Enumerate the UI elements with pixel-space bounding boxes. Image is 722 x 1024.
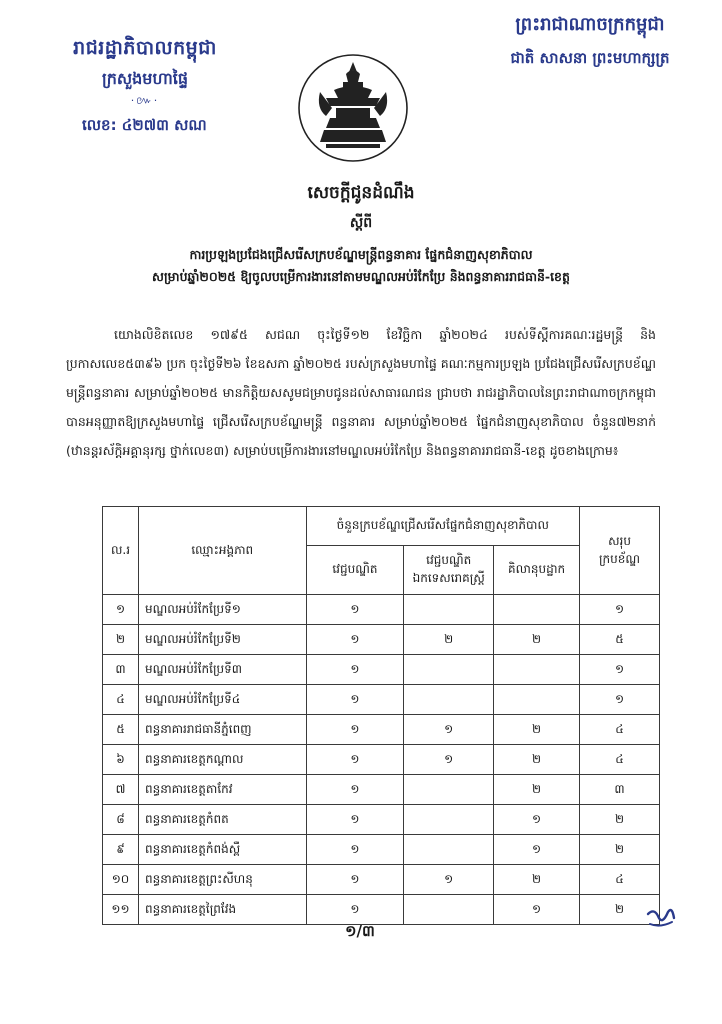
cell-nurse: ២ <box>494 865 580 895</box>
cell-specialist: ១ <box>404 745 494 775</box>
table-row <box>103 805 660 835</box>
cell-specialist <box>404 835 494 865</box>
national-motto: ជាតិ សាសនា ព្រះមហាក្សត្រ <box>510 49 670 67</box>
cell-unit-name: ពន្ធនាគារខេត្តព្រៃវែង <box>138 895 306 925</box>
cell-nurse: ១ <box>494 895 580 925</box>
cell-unit-name: មណ្ឌលអប់រំកែប្រែទី៤ <box>138 685 306 715</box>
page-number: ១/៣ <box>345 922 375 940</box>
cell-no: ៤ <box>103 685 139 715</box>
cell-specialist <box>404 595 494 625</box>
cell-total: ២ <box>580 835 660 865</box>
cell-total: ១ <box>580 655 660 685</box>
table-row <box>103 685 660 715</box>
cell-unit-name: ពន្ធនាគាររាជធានីភ្នំពេញ <box>138 715 306 745</box>
cell-unit-name: មណ្ឌលអប់រំកែប្រែទី១ <box>138 595 306 625</box>
cell-specialist <box>404 775 494 805</box>
cell-no: ៧ <box>103 775 139 805</box>
cell-specialist <box>404 895 494 925</box>
cell-nurse: ២ <box>494 775 580 805</box>
table-row <box>103 865 660 895</box>
cell-total: ២ <box>580 805 660 835</box>
cell-no: ១១ <box>103 895 139 925</box>
table-row <box>103 715 660 745</box>
cell-nurse: ១ <box>494 835 580 865</box>
cell-no: ៦ <box>103 745 139 775</box>
cell-doctor: ១ <box>306 715 404 745</box>
cell-total: ៤ <box>580 745 660 775</box>
notice-subject-line-2: សម្រាប់ឆ្នាំ២០២៥ ឱ្យចូលបម្រើការងារនៅតាមមណ្ឌលអប់រំកែប្រែ និងពន្ធនាគាររាជធានី-ខេត្ត <box>152 269 570 284</box>
table-row <box>103 835 660 865</box>
cell-unit-name: ពន្ធនាគារខេត្តព្រះសីហនុ <box>138 865 306 895</box>
kingdom-name: ព្រះរាជាណាចក្រកម្ពុជា <box>515 14 665 35</box>
cell-no: ៣ <box>103 655 139 685</box>
cell-nurse: ២ <box>494 715 580 745</box>
cell-unit-name: មណ្ឌលអប់រំកែប្រែទី៣ <box>138 655 306 685</box>
cell-unit-name: ពន្ធនាគារខេត្តកំពង់ស្ពឺ <box>138 835 306 865</box>
cell-specialist <box>404 685 494 715</box>
cell-doctor: ១ <box>306 835 404 865</box>
cell-nurse <box>494 595 580 625</box>
cell-specialist: ១ <box>404 865 494 895</box>
quota-table <box>102 506 660 925</box>
table-body <box>103 595 660 925</box>
table-row <box>103 895 660 925</box>
government-name: រាជរដ្ឋាភិបាលកម្ពុជា <box>73 37 217 59</box>
cell-doctor: ១ <box>306 745 404 775</box>
cell-specialist: ២ <box>404 625 494 655</box>
notice-subject-line-1: ការប្រឡងប្រជែងជ្រើសរើសក្របខ័ណ្ឌមន្ត្រីពន្ធនាគារ ផ្នែកជំនាញសុខាភិបាល <box>189 247 533 262</box>
ministry-header <box>30 36 260 110</box>
cell-specialist <box>404 655 494 685</box>
cell-unit-name: ពន្ធនាគារខេត្តកណ្តាល <box>138 745 306 775</box>
cell-nurse: ១ <box>494 805 580 835</box>
cell-total: ៤ <box>580 715 660 745</box>
header-doctor: វេជ្ជបណ្ឌិត <box>306 546 404 595</box>
notice-body <box>66 320 656 465</box>
header-no: ល.រ <box>103 507 139 595</box>
cell-total: ៥ <box>580 625 660 655</box>
cell-specialist <box>404 805 494 835</box>
reference-number: លេខ: ៤២៧៣ សណ <box>82 116 207 134</box>
table-row <box>103 745 660 775</box>
cell-doctor: ១ <box>306 895 404 925</box>
cell-doctor: ១ <box>306 595 404 625</box>
notice-about: ស្តីពី <box>349 215 373 231</box>
table-row <box>103 775 660 805</box>
cell-no: ២ <box>103 625 139 655</box>
cell-doctor: ១ <box>306 655 404 685</box>
cell-total: ២ <box>580 895 660 925</box>
table-row <box>103 595 660 625</box>
cell-doctor: ១ <box>306 775 404 805</box>
table-row <box>103 625 660 655</box>
cell-doctor: ១ <box>306 865 404 895</box>
cell-nurse: ២ <box>494 745 580 775</box>
signature-initial-icon <box>644 906 678 930</box>
cell-no: ៥ <box>103 715 139 745</box>
cell-doctor: ១ <box>306 805 404 835</box>
notice-title <box>60 182 662 288</box>
cell-total: ១ <box>580 685 660 715</box>
cell-no: ១០ <box>103 865 139 895</box>
kingdom-header <box>470 12 710 71</box>
royal-emblem-icon <box>296 52 410 164</box>
cell-specialist: ១ <box>404 715 494 745</box>
header-specialist: វេជ្ជបណ្ឌិត ឯកទេសរោគស្ត្រី <box>404 546 494 595</box>
cell-no: ៩ <box>103 835 139 865</box>
cell-no: ១ <box>103 595 139 625</box>
cell-unit-name: ពន្ធនាគារខេត្តតាកែវ <box>138 775 306 805</box>
cell-no: ៨ <box>103 805 139 835</box>
cell-unit-name: មណ្ឌលអប់រំកែប្រែទី២ <box>138 625 306 655</box>
cell-doctor: ១ <box>306 625 404 655</box>
table-row <box>103 655 660 685</box>
header-nurse: គិលានុបដ្ឋាក <box>494 546 580 595</box>
header-ornament: ·៚· <box>130 94 160 107</box>
cell-total: ១ <box>580 595 660 625</box>
cell-nurse: ២ <box>494 625 580 655</box>
cell-nurse <box>494 685 580 715</box>
cell-total: ៤ <box>580 865 660 895</box>
cell-unit-name: ពន្ធនាគារខេត្តកំពត <box>138 805 306 835</box>
cell-doctor: ១ <box>306 685 404 715</box>
notice-body-text: យោងលិខិតលេខ ១៧៩៥ សជណ ចុះថ្ងៃទី១២ ខែវិច្ឆិកា ឆ្នាំ២០២៤ របស់ទីស្តីការគណៈរដ្ឋមន្ត្រី និង ប្រកាសលេខ៥៣៩៦ ប្រក ចុះថ្ងៃទី២៦ ខែឧសភា ឆ្នាំ២០២៥ របស់ក្រសួងមហាផ្ទៃ គណៈកម្មការប្រឡង ប្រជែងជ្រើសរើសក្របខ័ណ្ឌមន្ត្រីពន្ធនាគារ សម្រាប់ឆ្នាំ២០២៥ មានកិត្តិយសសូមជម្រាបជូនដល់សាធារណជន ជ្រាបថា រាជរដ្ឋាភិបាលនៃព្រះរាជាណាចក្រកម្ពុជា បានអនុញ្ញាតឱ្យក្រសួងមហាផ្ទៃ ជ្រើសរើសក្របខ័ណ្ឌមន្ត្រី ពន្ធនាគារ សម្រាប់ឆ្នាំ២០២៥ ផ្នែកជំនាញសុខាភិបាល ចំនួន៧២នាក់ (ឋានន្តរស័ក្តិអគ្គានុរក្ស ថ្នាក់លេខ៣) សម្រាប់បម្រើការងារនៅមណ្ឌលអប់រំកែប្រែ និងពន្ធនាគាររាជធានី-ខេត្ត ដូចខាងក្រោម៖ <box>66 327 656 458</box>
notice-heading: សេចក្តីជូនដំណឹង <box>307 183 415 203</box>
header-quota-group: ចំនួនក្របខ័ណ្ឌជ្រើសរើសផ្នែកជំនាញសុខាភិបាល <box>306 507 580 546</box>
ministry-name: ក្រសួងមហាផ្ទៃ <box>101 69 188 88</box>
header-total: សរុប ក្របខ័ណ្ឌ <box>580 507 660 595</box>
cell-total: ៣ <box>580 775 660 805</box>
header-unit: ឈ្មោះអង្គភាព <box>138 507 306 595</box>
cell-nurse <box>494 655 580 685</box>
